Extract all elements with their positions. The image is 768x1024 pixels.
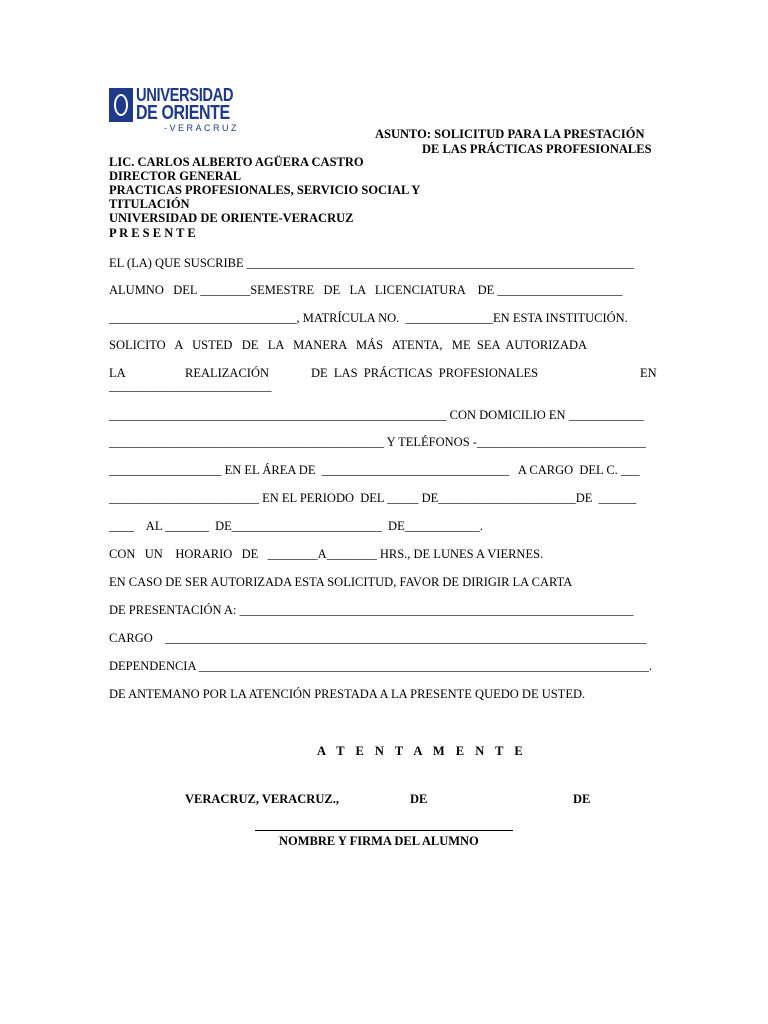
- addressee-institution: UNIVERSIDAD DE ORIENTE-VERACRUZ: [109, 211, 354, 225]
- body-line-presentacion: DE PRESENTACIÓN A: _______________________________________________________________: [109, 603, 634, 617]
- logo-text-line2: DE ORIENTE: [136, 102, 230, 124]
- body-line-al: ____ AL _______ DE________________________ DE____________.: [109, 519, 483, 533]
- body-line-area: __________________ EN EL ÁREA DE ______________________________ A CARGO DEL C. ___: [109, 463, 640, 477]
- signature-line: [255, 830, 513, 831]
- body-line-realizacion: REALIZACIÓN: [185, 366, 270, 380]
- subject-line-1: ASUNTO: SOLICITUD PARA LA PRESTACIÓN: [375, 127, 645, 141]
- body-line-la: LA: [109, 366, 126, 380]
- logo-subtitle: -VERACRUZ: [164, 123, 240, 133]
- atentamente: A T E N T A M E N T E: [317, 744, 527, 758]
- addressee-dept-1: PRACTICAS PROFESIONALES, SERVICIO SOCIAL Y: [109, 183, 421, 197]
- body-line-cargo: CARGO _____________________________________________________________________________: [109, 631, 647, 645]
- subject-line-2: DE LAS PRÁCTICAS PROFESIONALES: [422, 142, 652, 156]
- body-line-en: EN: [640, 366, 657, 380]
- body-line-alumno: ALUMNO DEL ________SEMESTRE DE LA LICENCIATURA DE ____________________: [109, 283, 623, 297]
- body-line-telefonos: ____________________________________________ Y TELÉFONOS -___________________________: [109, 435, 646, 449]
- body-line-practicas: DE LAS PRÁCTICAS PROFESIONALES: [311, 366, 539, 380]
- closing-place: VERACRUZ, VERACRUZ.,: [185, 792, 339, 806]
- university-logo: [109, 86, 239, 134]
- signature-label: NOMBRE Y FIRMA DEL ALUMNO: [279, 834, 479, 848]
- logo-text-line1: UNIVERSIDAD: [136, 85, 234, 105]
- body-line-horario: CON UN HORARIO DE ________A________ HRS., DE LUNES A VIERNES.: [109, 547, 544, 561]
- body-line-periodo: ________________________ EN EL PERIODO DEL _____ DE______________________DE ______: [109, 491, 637, 505]
- addressee-name: LIC. CARLOS ALBERTO AGÜERA CASTRO: [109, 155, 364, 169]
- presente: P R E S E N T E: [109, 226, 196, 240]
- closing-de-2: DE: [573, 792, 591, 806]
- body-line-domicilio: ______________________________________________________ CON DOMICILIO EN ____________: [109, 408, 644, 422]
- body-line-dependencia: DEPENDENCIA ________________________________________________________________________.: [109, 659, 653, 673]
- body-line-en-caso: EN CASO DE SER AUTORIZADA ESTA SOLICITUD, FAVOR DE DIRIGIR LA CARTA: [109, 575, 573, 589]
- closing-de-1: DE: [410, 792, 428, 806]
- body-line-solicito: SOLICITO A USTED DE LA MANERA MÁS ATENTA, ME SEA AUTORIZADA: [109, 338, 588, 352]
- body-line-suscribe: EL (LA) QUE SUSCRIBE ______________________________________________________________: [109, 256, 635, 270]
- body-line-matricula: ______________________________, MATRÍCULA NO. ______________EN ESTA INSTITUCIÓN.: [109, 311, 628, 325]
- addressee-dept-2: TITULACIÓN: [109, 197, 190, 211]
- logo-emblem-icon: [109, 88, 133, 122]
- addressee-title: DIRECTOR GENERAL: [109, 169, 242, 183]
- body-line-blank: __________________________: [109, 379, 272, 393]
- body-line-antemano: DE ANTEMANO POR LA ATENCIÓN PRESTADA A LA PRESENTE QUEDO DE USTED.: [109, 687, 586, 701]
